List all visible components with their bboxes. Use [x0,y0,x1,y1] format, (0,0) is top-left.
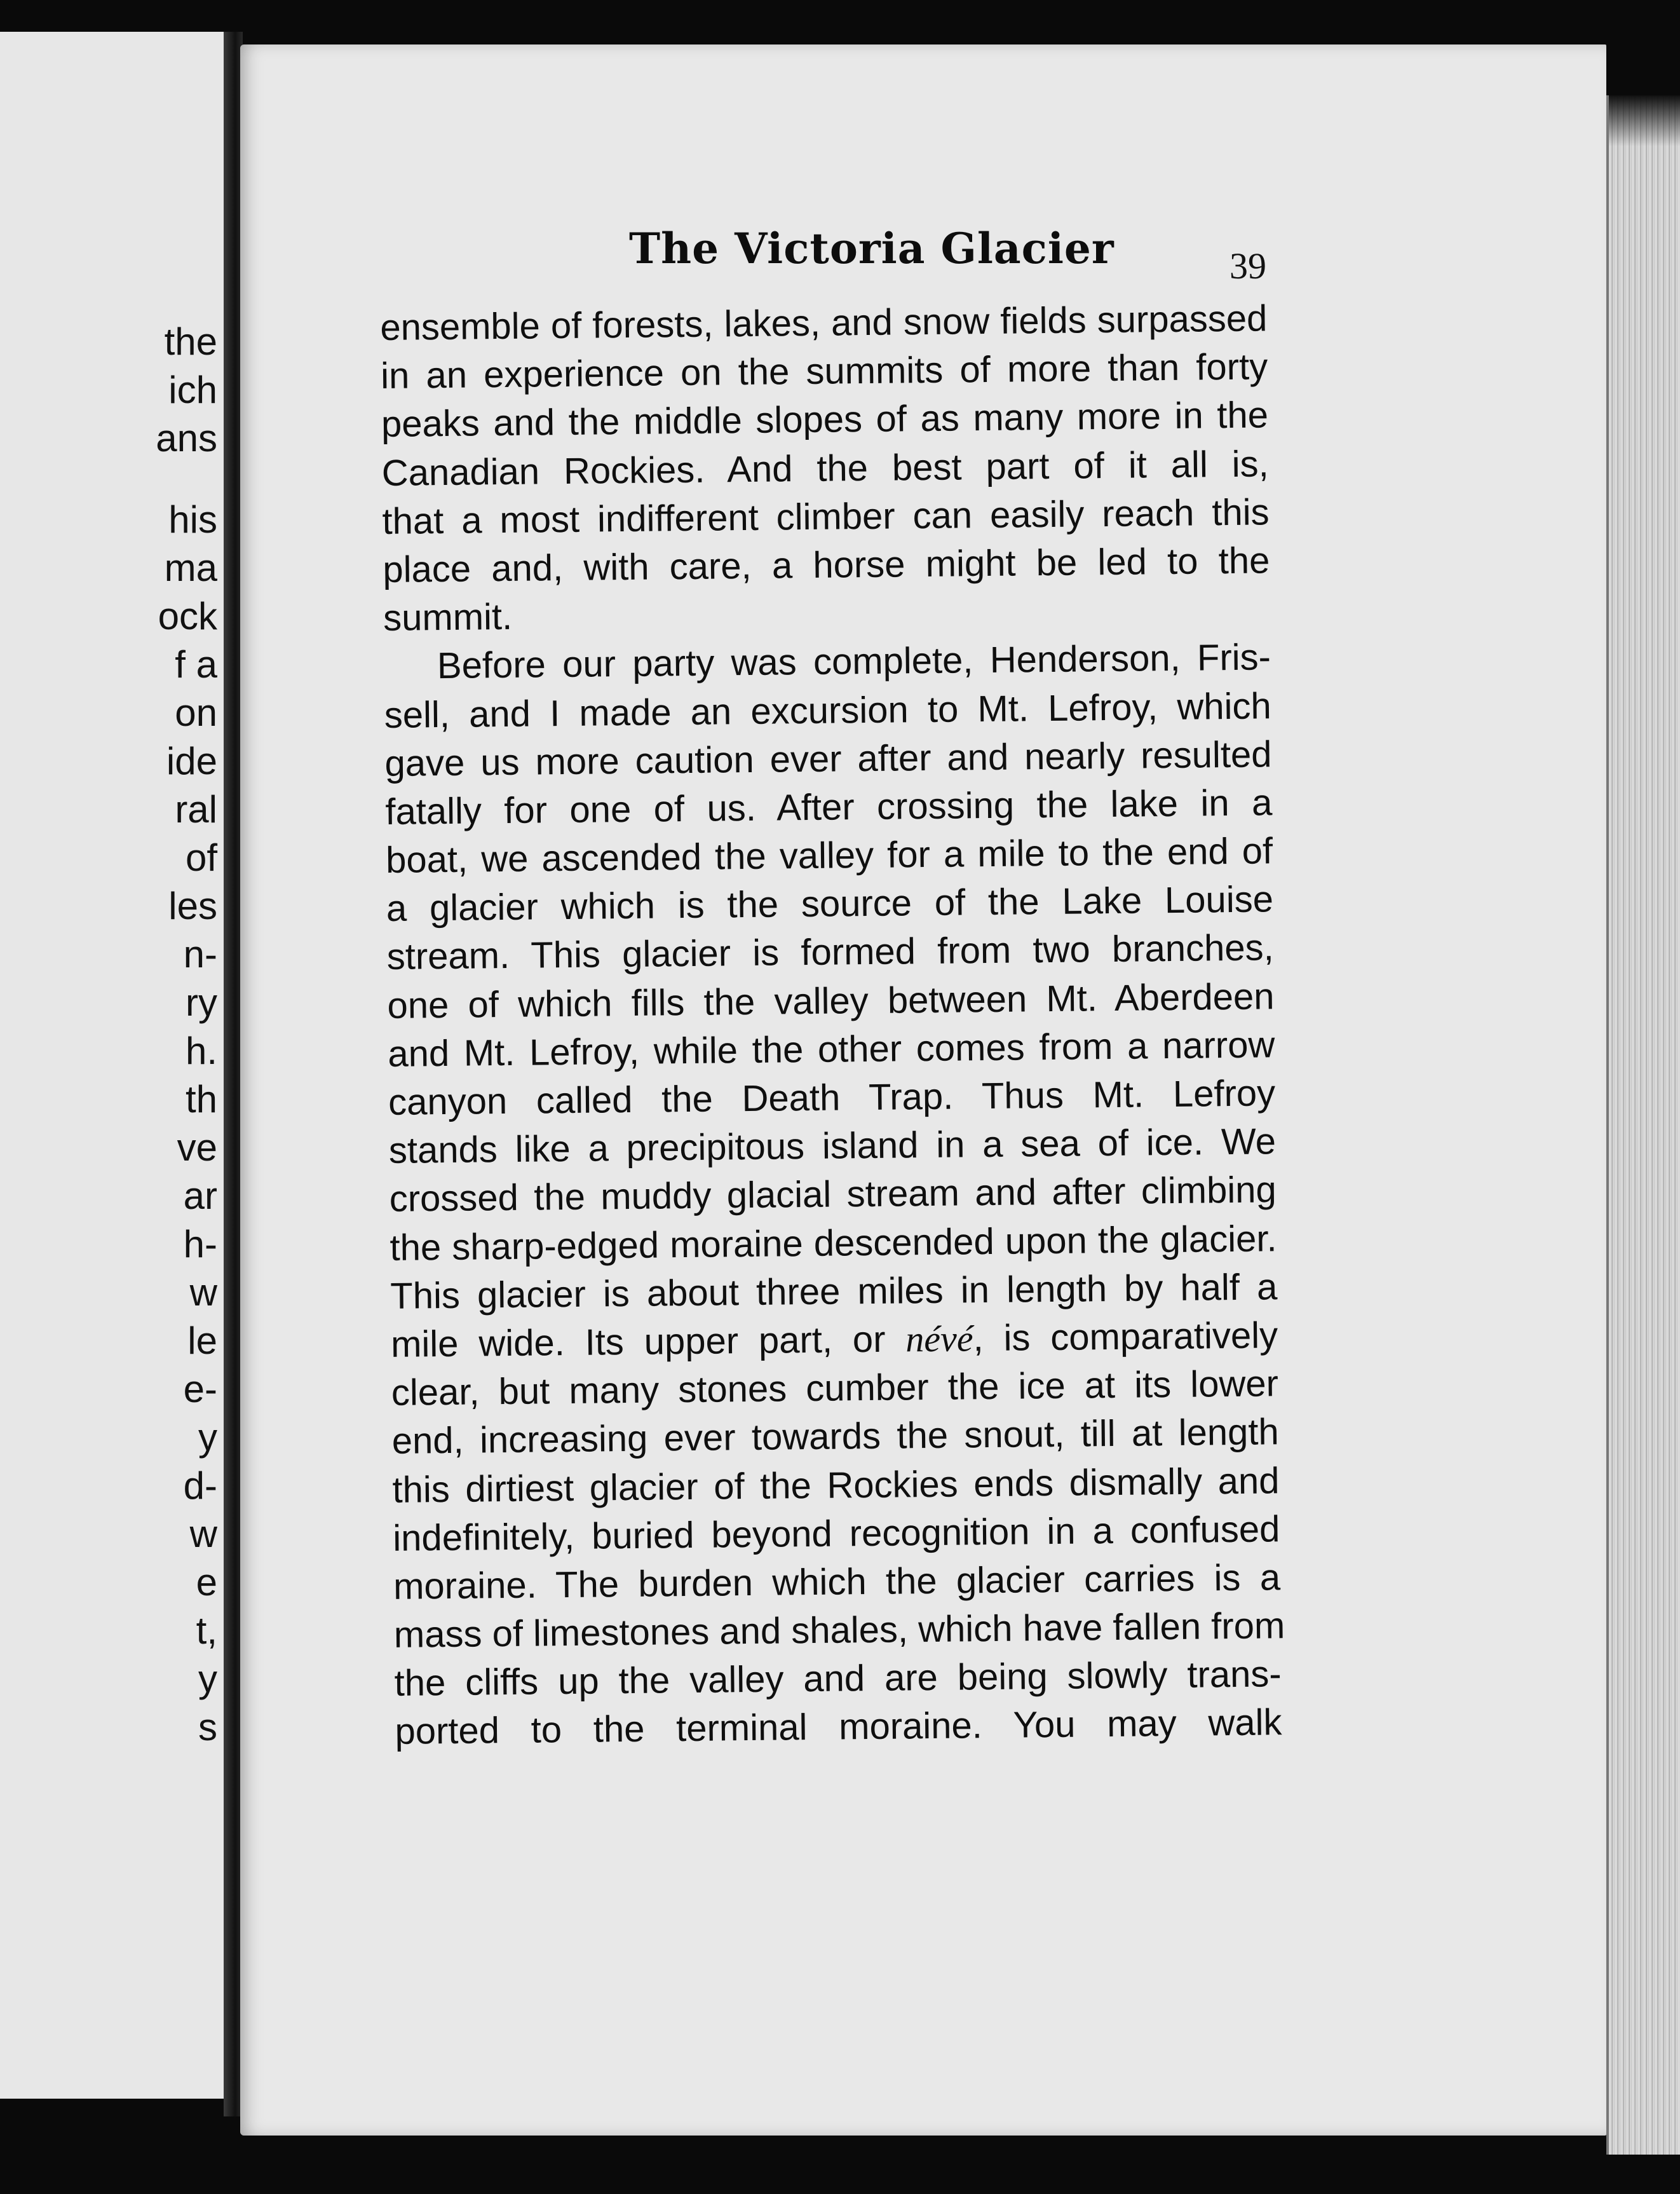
text-line: a glacier which is the source of the Lake Louise [386,878,1274,930]
text-line: gave us more caution ever after and nearly resulted [384,733,1272,784]
text-line: summit. [383,596,513,639]
fragment-line: on [175,692,217,734]
fragment-line: ve [177,1126,217,1169]
text-line: sell, and I made an excursion to Mt. Lefroy, which [384,685,1272,736]
text-line: place and, with care, a horse might be led to the [383,540,1270,590]
text-line: crossed the muddy glacial stream and after climbing [389,1169,1277,1220]
fragment-line: e [196,1561,217,1604]
fragment-line: le [187,1319,217,1362]
body-text [380,294,1285,1756]
fragment-line: ral [175,788,217,831]
text-line: clear, but many stones cumber the ice at its lower [391,1363,1279,1414]
text-line: Canadian Rockies. And the best part of it all is, [381,442,1270,494]
text-line: indefinitely, buried beyond recognition in a confused [392,1508,1280,1559]
fragment-line: f a [175,643,217,686]
fragment-line: d- [183,1464,217,1507]
fragment-line: his [168,498,217,541]
fragment-line: h- [183,1223,217,1265]
text-line: peaks and the middle slopes of as many more in the [381,394,1269,446]
fragment-line: ry [186,981,217,1024]
text-line: one of which fills the valley between Mt. Aberdeen [387,975,1275,1026]
page-edges-stack [1606,95,1680,2155]
fragment-line: h. [185,1030,217,1072]
page-number: 39 [1230,245,1266,287]
text-line: This glacier is about three miles in length by half a [390,1266,1278,1317]
text-line: canyon called the Death Trap. Thus Mt. Lefroy [388,1072,1276,1123]
fragment-line: e- [183,1368,217,1410]
text-line: ensemble of forests, lakes, and snow fields surpassed [380,297,1268,348]
text-line: and Mt. Lefroy, while the other comes from a narrow [388,1024,1275,1075]
fragment-line: ma [164,547,217,589]
neve-italic-word: névé [905,1318,973,1360]
neve-line-before: mile wide. Its upper part, or [390,1318,906,1365]
fragment-line: y [198,1658,217,1700]
paragraph-gap [156,463,217,496]
text-line: fatally for one of us. After crossing the lake in a [385,782,1273,833]
text-line: this dirtiest glacier of the Rockies ends dismally and [392,1459,1280,1511]
fragment-line: w [189,1513,217,1555]
text-line-indent: Before our party was complete, Henderson, Fris- [437,636,1271,687]
neve-line-after: , is comparatively [973,1314,1278,1359]
text-line: in an experience on the summits of more than forty [380,346,1268,397]
previous-page [0,32,226,2099]
fragment-line: ich [168,369,217,411]
text-line: the sharp-edged moraine descended upon the glacier. [390,1217,1277,1269]
fragment-line: y [198,1416,217,1459]
fragment-line: th [185,1078,217,1121]
fragment-line: ans [156,417,217,460]
text-line: moraine. The burden which the glacier carries is a [393,1557,1281,1607]
text-line: ported to the terminal moraine. You may walk [395,1701,1282,1753]
running-head: The Victoria Glacier [629,224,1114,273]
fragment-line: w [189,1271,217,1314]
fragment-line: ide [166,740,217,782]
text-line: boat, we ascended the valley for a mile to the end of [385,830,1273,882]
text-line: stream. This glacier is formed from two branches, [386,927,1275,978]
fragment-line: ar [183,1175,217,1217]
text-line: mass of limestones and shales, which have fallen from [393,1605,1285,1656]
text-line: stands like a precipitous island in a sea of ice. We [388,1121,1277,1172]
text-line: the cliffs up the valley and are being slowly trans- [394,1653,1282,1705]
fragment-line: t, [196,1609,217,1652]
fragment-line: n- [183,933,217,976]
fragment-line: les [168,885,217,927]
text-line: that a most indifferent climber can easily reach this [382,491,1270,542]
previous-page-text-fragments [156,318,217,1752]
fragment-line: of [185,836,217,879]
text-line-neve [391,1311,1278,1369]
fragment-line: s [198,1706,217,1748]
fragment-line: ock [158,595,217,637]
text-line: end, increasing ever towards the snout, till at length [391,1411,1280,1462]
fragment-line: the [164,320,217,363]
